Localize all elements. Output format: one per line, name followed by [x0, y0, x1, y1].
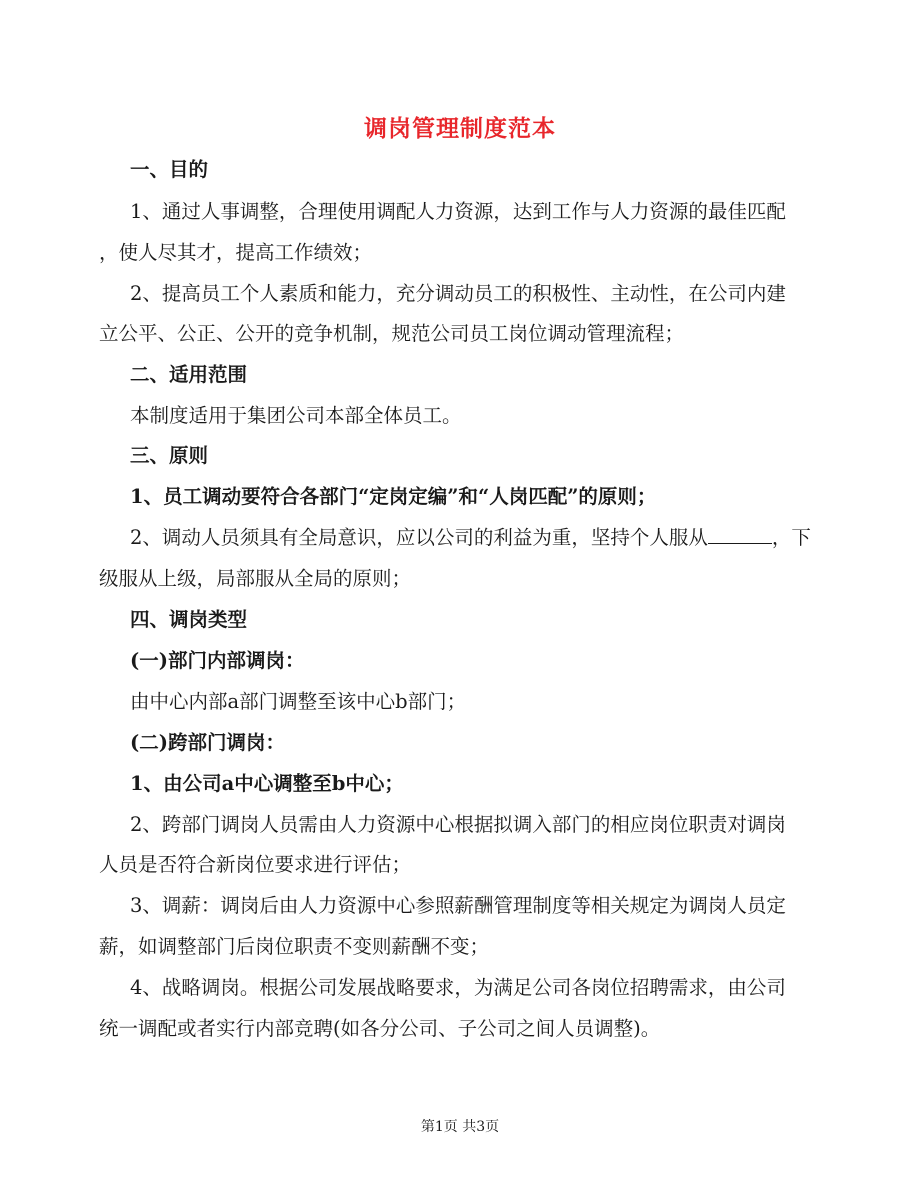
document-title: 调岗管理制度范本 — [364, 115, 556, 142]
paragraph-line — [130, 525, 811, 551]
paragraph-text: ，下 — [771, 526, 811, 549]
paragraph-line: 薪，如调整部门后岗位职责不变则薪酬不变； — [99, 935, 490, 958]
paragraph-line: 人员是否符合新岗位要求进行评估； — [99, 853, 412, 876]
paragraph-line: 1、通过人事调整，合理使用调配人力资源，达到工作与人力资源的最佳匹配 — [130, 200, 786, 223]
paragraph-line: ，使人尽其才，提高工作绩效； — [99, 241, 373, 264]
paragraph-line: 1、员工调动要符合各部门“定岗定编”和“人岗匹配”的原则； — [130, 485, 657, 508]
paragraph-line: 3、调薪：调岗后由人力资源中心参照薪酬管理制度等相关规定为调岗人员定 — [130, 894, 786, 917]
paragraph-line: 统一调配或者实行内部竞聘(如各分公司、子公司之间人员调整)。 — [99, 1017, 661, 1040]
paragraph-line: 1、由公司a中心调整至b中心； — [130, 772, 404, 795]
paragraph-line: 2、提高员工个人素质和能力，充分调动员工的积极性、主动性，在公司内建 — [130, 282, 786, 305]
paragraph-text: 2、调动人员须具有全局意识，应以公司的利益为重，坚持个人服从 — [130, 526, 708, 549]
section-heading-scope: 二、适用范围 — [130, 363, 248, 386]
paragraph-line: 4、战略调岗。根据公司发展战略要求，为满足公司各岗位招聘需求，由公司 — [130, 976, 786, 999]
subheading-cross-department: (二)跨部门调岗： — [130, 731, 285, 754]
section-heading-purpose: 一、目的 — [130, 158, 209, 181]
paragraph-line: 由中心内部a部门调整至该中心b部门； — [130, 690, 467, 713]
section-heading-types: 四、调岗类型 — [130, 608, 248, 631]
paragraph-line: 本制度适用于集团公司本部全体员工。 — [130, 404, 462, 427]
subheading-internal: (一)部门内部调岗： — [130, 649, 305, 672]
paragraph-line: 级服从上级，局部服从全局的原则； — [99, 567, 412, 590]
paragraph-line: 2、跨部门调岗人员需由人力资源中心根据拟调入部门的相应岗位职责对调岗 — [130, 813, 786, 836]
page-footer: 第1页 共3页 — [420, 1119, 500, 1135]
fill-in-blank — [708, 525, 772, 544]
paragraph-line: 立公平、公正、公开的竞争机制，规范公司员工岗位调动管理流程； — [99, 322, 685, 345]
section-heading-principles: 三、原则 — [130, 444, 209, 467]
